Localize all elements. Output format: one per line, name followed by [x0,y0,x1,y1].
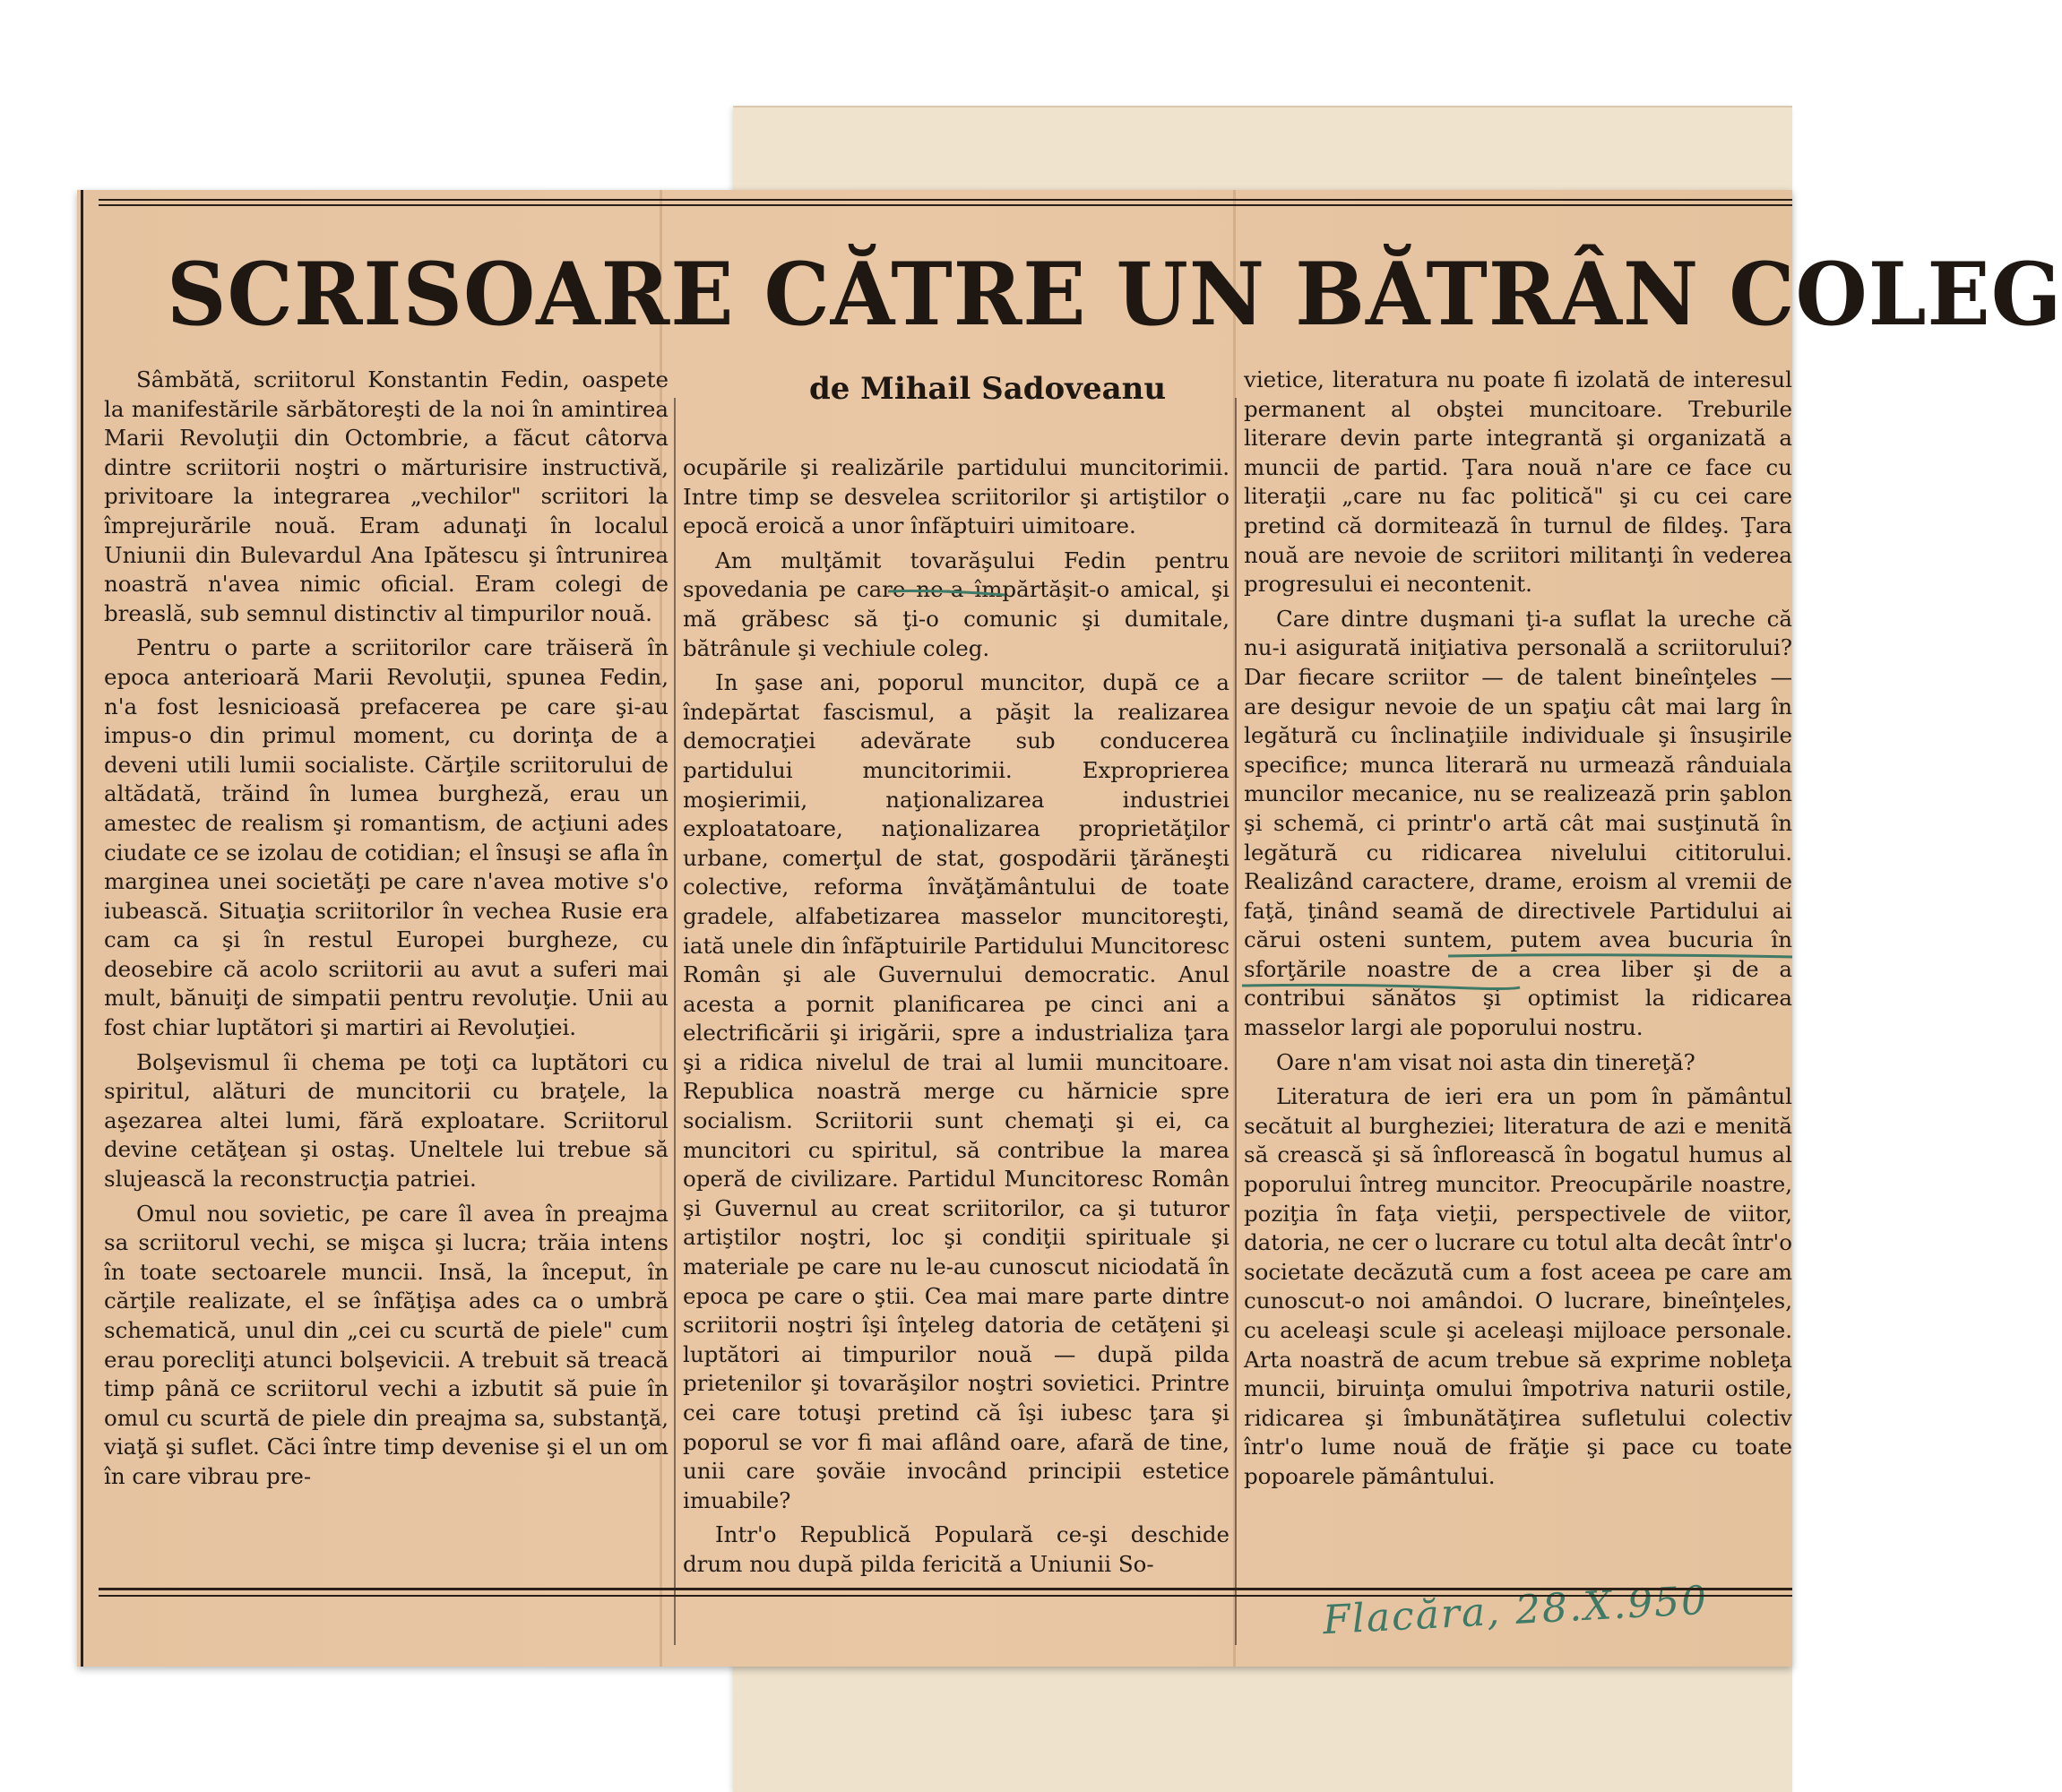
underline-annotation [1242,985,1520,988]
headline: SCRISOARE CĂTRE UN BĂTRÂN COLEG [167,244,2062,345]
newspaper-clipping [77,190,2062,1667]
paragraph: Pentru o parte a scriitorilor care trăiseră în epoca anterioară Marii Revoluţii, spunea Fedin, n'a fost lesnicioasă prefacerea pe care şi-au impus-o din primul moment, cu dorinţa de a deveni utili lumii socialiste. Cărţile scriitorului de altădată, trăind în lumea burgheză, erau un amestec de realism şi romantism, de acţiuni ades ciudate ce se izolau de cotidian; el însuşi se afla în marginea unei societăţi pe care n'avea motive s'o iubească. Situaţia scriitorilor în vechea Rusie era cam ca şi în restul Europei burgheze, cu deosebire că acolo scriitorii au avut a suferi mai mult, bănuiţi de simpatii pentru revoluţie. Unii au fost chiar luptători şi martiri ai Revoluţiei. [104,634,669,1041]
paragraph: vietice, literatura nu poate fi izolată de interesul permanent al obştei muncitoare. Treburile literare devin parte integrantă şi organizată a muncii de partid. Ţara nouă n'are ce face cu literaţii „care nu fac politică" şi cu cei care pretind că dormitează în turnul de fildeş. Ţara nouă are nevoie de scriitori militanţi în vederea progresului ei necontenit. [1244,366,1792,598]
bottom-rule [99,1588,1792,1597]
byline: de Mihail Sadoveanu [808,371,1167,407]
paragraph: Oare n'am visat noi asta din tinereţă? [1276,1048,1695,1075]
paragraph: Bolşevismul îi chema pe toţi ca luptători cu spiritul, alături de muncitorii cu braţele, la aşezarea altei lumi, fără exploatare. Scriitorul devine cetăţean şi ostaş. Uneltele lui trebue să slujească la reconstrucţia patriei. [104,1048,669,1193]
paragraph: ocupările şi realizările partidului muncitorimii. Intre timp se desvelea scriitorilor şi artiştilor o epocă eroică a unor înfăptuiri uimitoare. [683,454,1229,539]
paragraph: Literatura de ieri era un pom în pământul secătuit al burgheziei; literatura de azi e menită să crească şi să înflorească în bogatul humus al poporului întreg muncitor. Preocupările noastre, poziţia în faţa vieţii, perspectivele de viitor, datoria, ne cer o lucrare cu totul alta decât într'o societate decăzută cum a fost aceea pe care am cunoscut-o noi amândoi. O lucrare, bineînţeles, cu aceleaşi scule şi aceleaşi mijloace personale. Arta noastră de acum trebue să exprime nobleţa muncii, biruinţa omului împotriva naturii ostile, ridicarea şi îmbunătăţirea sufletului colectiv într'o lume nouă de frăţie şi pace cu toate popoarele pământului. [1244,1083,1792,1489]
paragraph: Intr'o Republică Populară ce-şi deschide drum nou după pilda fericită a Uniunii So- [683,1521,1229,1577]
paragraph: Am mulţămit tovarăşului Fedin pentru spovedania pe care ne-a împărtăşit-o amical, şi mă grăbesc să ţi-o comunic şi dumitale, bătrânule şi vechiule coleg. [683,547,1229,661]
underline-annotation [1448,955,1792,957]
paragraph: Sâmbătă, scriitorul Konstantin Fedin, oaspete la manifestările sărbătoreşti de la noi în amintirea Marii Revoluţii din Octombrie, a făcut câtorva dintre scriitorii noştri o mărturisire instructivă, privitoare la integrarea „vechilor" scriitori la împrejurările nouă. Eram adunaţi în localul Uniunii din Bulevardul Ana Ipătescu şi întrunirea noastră n'avea nimic oficial. Eram colegi de breaslă, sub semnul distinctiv al timpurilor nouă. [104,366,669,626]
paragraph: Care dintre duşmani ţi-a suflat la ureche că nu-i asigurată iniţiativa personală a scriitorului? Dar fiecare scriitor — de talent bineînţeles — are desigur nevoie de un spaţiu cât mai larg în legătură cu înclinaţiile individuale şi însuşirile specifice; munca literară nu urmează rânduiala muncilor mecanice, nu se realizează prin şablon şi schemă, ci printr'o artă cât mai susţinută în legătură cu ridicarea nivelului cititorului. Realizând caractere, drame, eroism al vremii de faţă, ţinând seamă de directivele Partidului ai cărui osteni suntem, putem avea bucuria în sforţările noastre de a crea liber şi de a contribui sănătos şi optimist la ridicarea masselor largi ale poporului nostru. [1244,605,1792,1041]
paragraph: Omul nou sovietic, pe care îl avea în preajma sa scriitorul vechi, se mişca şi lucra; trăia intens în toate sectoarele muncii. Insă, la început, în cărţile realizate, el se înfăţişa ades ca o umbră schematică, unul din „cei cu scurtă de piele" cum erau porecliţi atunci bolşevicii. A trebuit să treacă timp până ce scriitorul vechi a izbutit să puie în omul cu scurtă de piele din preajma sa, substanţă, viaţă şi suflet. Căci între timp devenise şi el un om în care vibrau pre- [104,1200,669,1489]
pen-underlines [77,190,2062,1667]
paragraph: In şase ani, poporul muncitor, după ce a îndepărtat fascismul, a păşit la realizarea democraţiei adevărate sub conducerea partidului muncitorimii. Exproprierea moşierimii, naţionalizarea industriei exploatatoare, naţionalizarea proprietăţilor urbane, comerţul de stat, gospodării ţărăneşti colective, reforma învăţământului de toate gradele, alfabetizarea masselor muncitoreşti, iată unele din înfăptuirile Partidului Muncitoresc Român şi ale Guvernului democratic. Anul acesta a pornit planificarea pe cinci ani a electrificării şi irigării, spre a industrializa ţara şi a ridica nivelul de trai al lumii muncitoare. Republica noastră merge cu hărnicie spre socialism. Scriitorii sunt chemaţi şi ei, ca muncitori cu spiritul, să contribue la marea operă de civilizare. Partidul Muncitoresc Român şi Guvernul au creat scriitorilor, ca şi tuturor artiştilor noştri, loc şi condiţii spirituale şi materiale pe care nu le-au cunoscut niciodată în epoca pe care o ştii. Cea mai mare parte dintre scriitorii noştri îşi înţeleg datoria de cetăţeni şi luptători ai timpurilor nouă — după pilda prietenilor şi tovarăşilor noştri sovietici. Printre cei care totuşi pretind că îşi iubesc ţara şi poporul se vor fi mai aflând oare, afară de tine, unii care şovăie invocând principii estetice imuabile? [683,669,1229,1513]
handwritten-date-note: Flacăra, 28.X.950 [1321,1577,1710,1644]
underline-annotation [888,591,1005,596]
